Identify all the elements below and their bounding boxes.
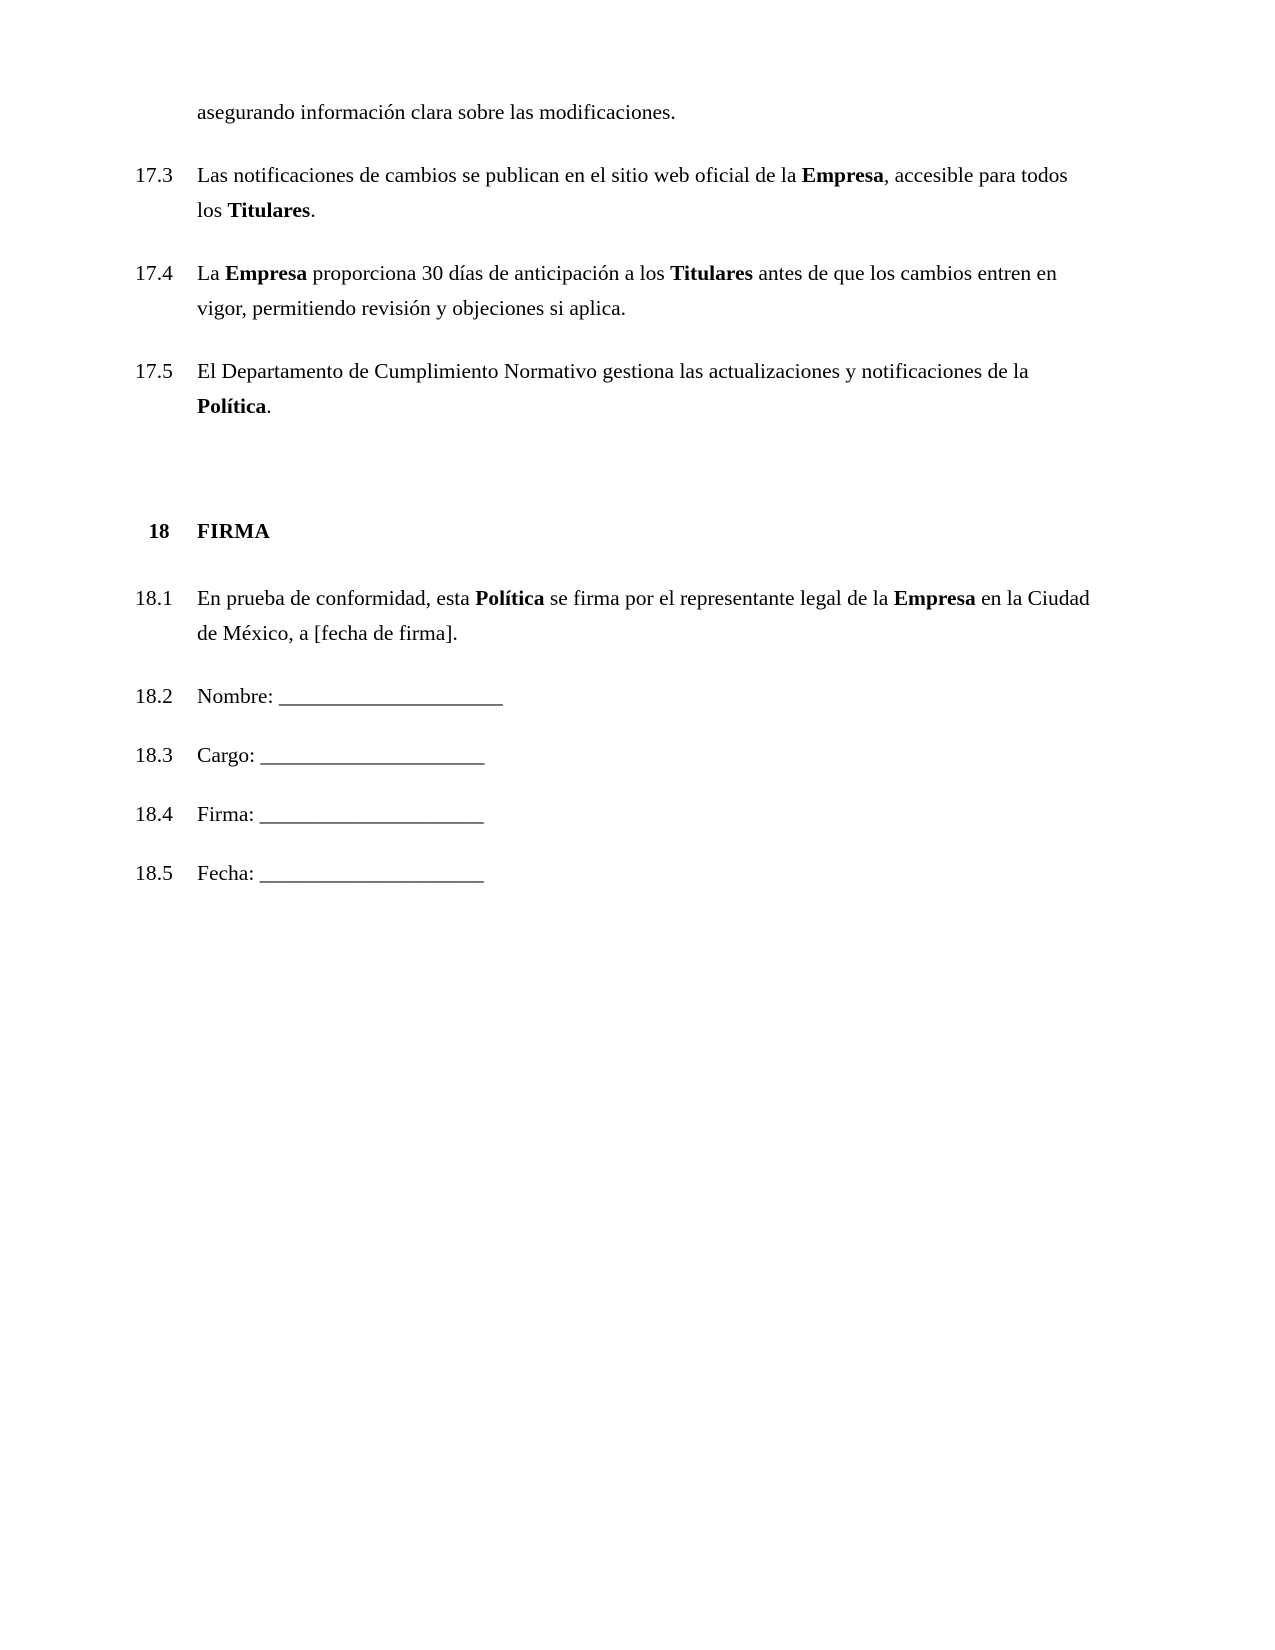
clause-text-run: antes de que los cambios entren en vigor, permitiendo revisión y objeciones si aplica. xyxy=(197,261,1057,320)
signature-field-row xyxy=(135,679,1090,713)
signature-field xyxy=(197,797,1090,831)
signature-field-blank-line[interactable]: ______________________ xyxy=(278,684,503,708)
signature-field-row xyxy=(135,738,1090,772)
signature-field-list xyxy=(135,679,1090,890)
defined-term: Política xyxy=(475,586,545,610)
signature-field-blank-line[interactable]: ______________________ xyxy=(260,743,484,767)
clause-row xyxy=(135,354,1090,424)
clause-text-run: , accesible para todos los xyxy=(197,163,1068,222)
defined-term: Política xyxy=(197,394,267,418)
defined-term: Empresa xyxy=(225,261,308,285)
clause-text-run: . xyxy=(266,394,272,418)
clause-number: 17.5 xyxy=(135,359,174,383)
signature-field-label: Cargo: xyxy=(197,743,261,767)
clause-number: 18.2 xyxy=(135,684,174,708)
signature-field-label: Fecha: xyxy=(197,861,260,885)
signature-field xyxy=(197,679,1090,713)
clause-row xyxy=(135,581,1090,651)
clause-text xyxy=(197,354,1090,424)
section-heading-firma xyxy=(135,452,1090,548)
section-title: FIRMA xyxy=(197,519,271,543)
clause-number: 17.4 xyxy=(135,261,174,285)
defined-term: Empresa xyxy=(801,163,884,187)
clause-text xyxy=(197,581,1090,651)
clause-list-17 xyxy=(135,158,1090,424)
signature-field-row xyxy=(135,856,1090,890)
continuation-paragraph: asegurando información clara sobre las modificaciones. xyxy=(197,100,676,124)
clause-text-run: Las notificaciones de cambios se publican en el sitio web oficial de la xyxy=(197,163,802,187)
clause-number: 17.3 xyxy=(135,163,174,187)
clause-text xyxy=(197,158,1090,228)
defined-term: Titulares xyxy=(227,198,311,222)
signature-field-label: Nombre: xyxy=(197,684,279,708)
clause-text-run: se firma por el representante legal de la xyxy=(544,586,894,610)
signature-field-blank-line[interactable]: ______________________ xyxy=(259,861,483,885)
clause-number: 18.1 xyxy=(135,586,174,610)
clause-number: 18.3 xyxy=(135,743,174,767)
clause-row xyxy=(135,256,1090,326)
signature-field-label: Firma: xyxy=(197,802,260,826)
signature-field xyxy=(197,738,1090,772)
defined-term: Empresa xyxy=(893,586,976,610)
clause-number: 18.5 xyxy=(135,861,174,885)
clause-text-run: En prueba de conformidad, esta xyxy=(197,586,476,610)
section-number: 18 xyxy=(148,519,170,543)
clause-text-run: en la Ciudad de México, a [fecha de firma]. xyxy=(197,586,1090,645)
signature-field-blank-line[interactable]: ______________________ xyxy=(259,802,484,826)
clause-text-run: . xyxy=(310,198,316,222)
defined-term: Titulares xyxy=(670,261,753,285)
clause-list-18 xyxy=(135,581,1090,651)
clause-row xyxy=(135,158,1090,228)
clause-text-run: La xyxy=(197,261,226,285)
clause-number: 18.4 xyxy=(135,802,174,826)
signature-field xyxy=(197,856,1090,890)
clause-text-run: proporciona 30 días de anticipación a los xyxy=(307,261,671,285)
signature-field-row xyxy=(135,797,1090,831)
clause-text xyxy=(197,256,1090,326)
clause-text-run: El Departamento de Cumplimiento Normativo gestiona las actualizaciones y notificaciones de la xyxy=(197,359,1029,383)
